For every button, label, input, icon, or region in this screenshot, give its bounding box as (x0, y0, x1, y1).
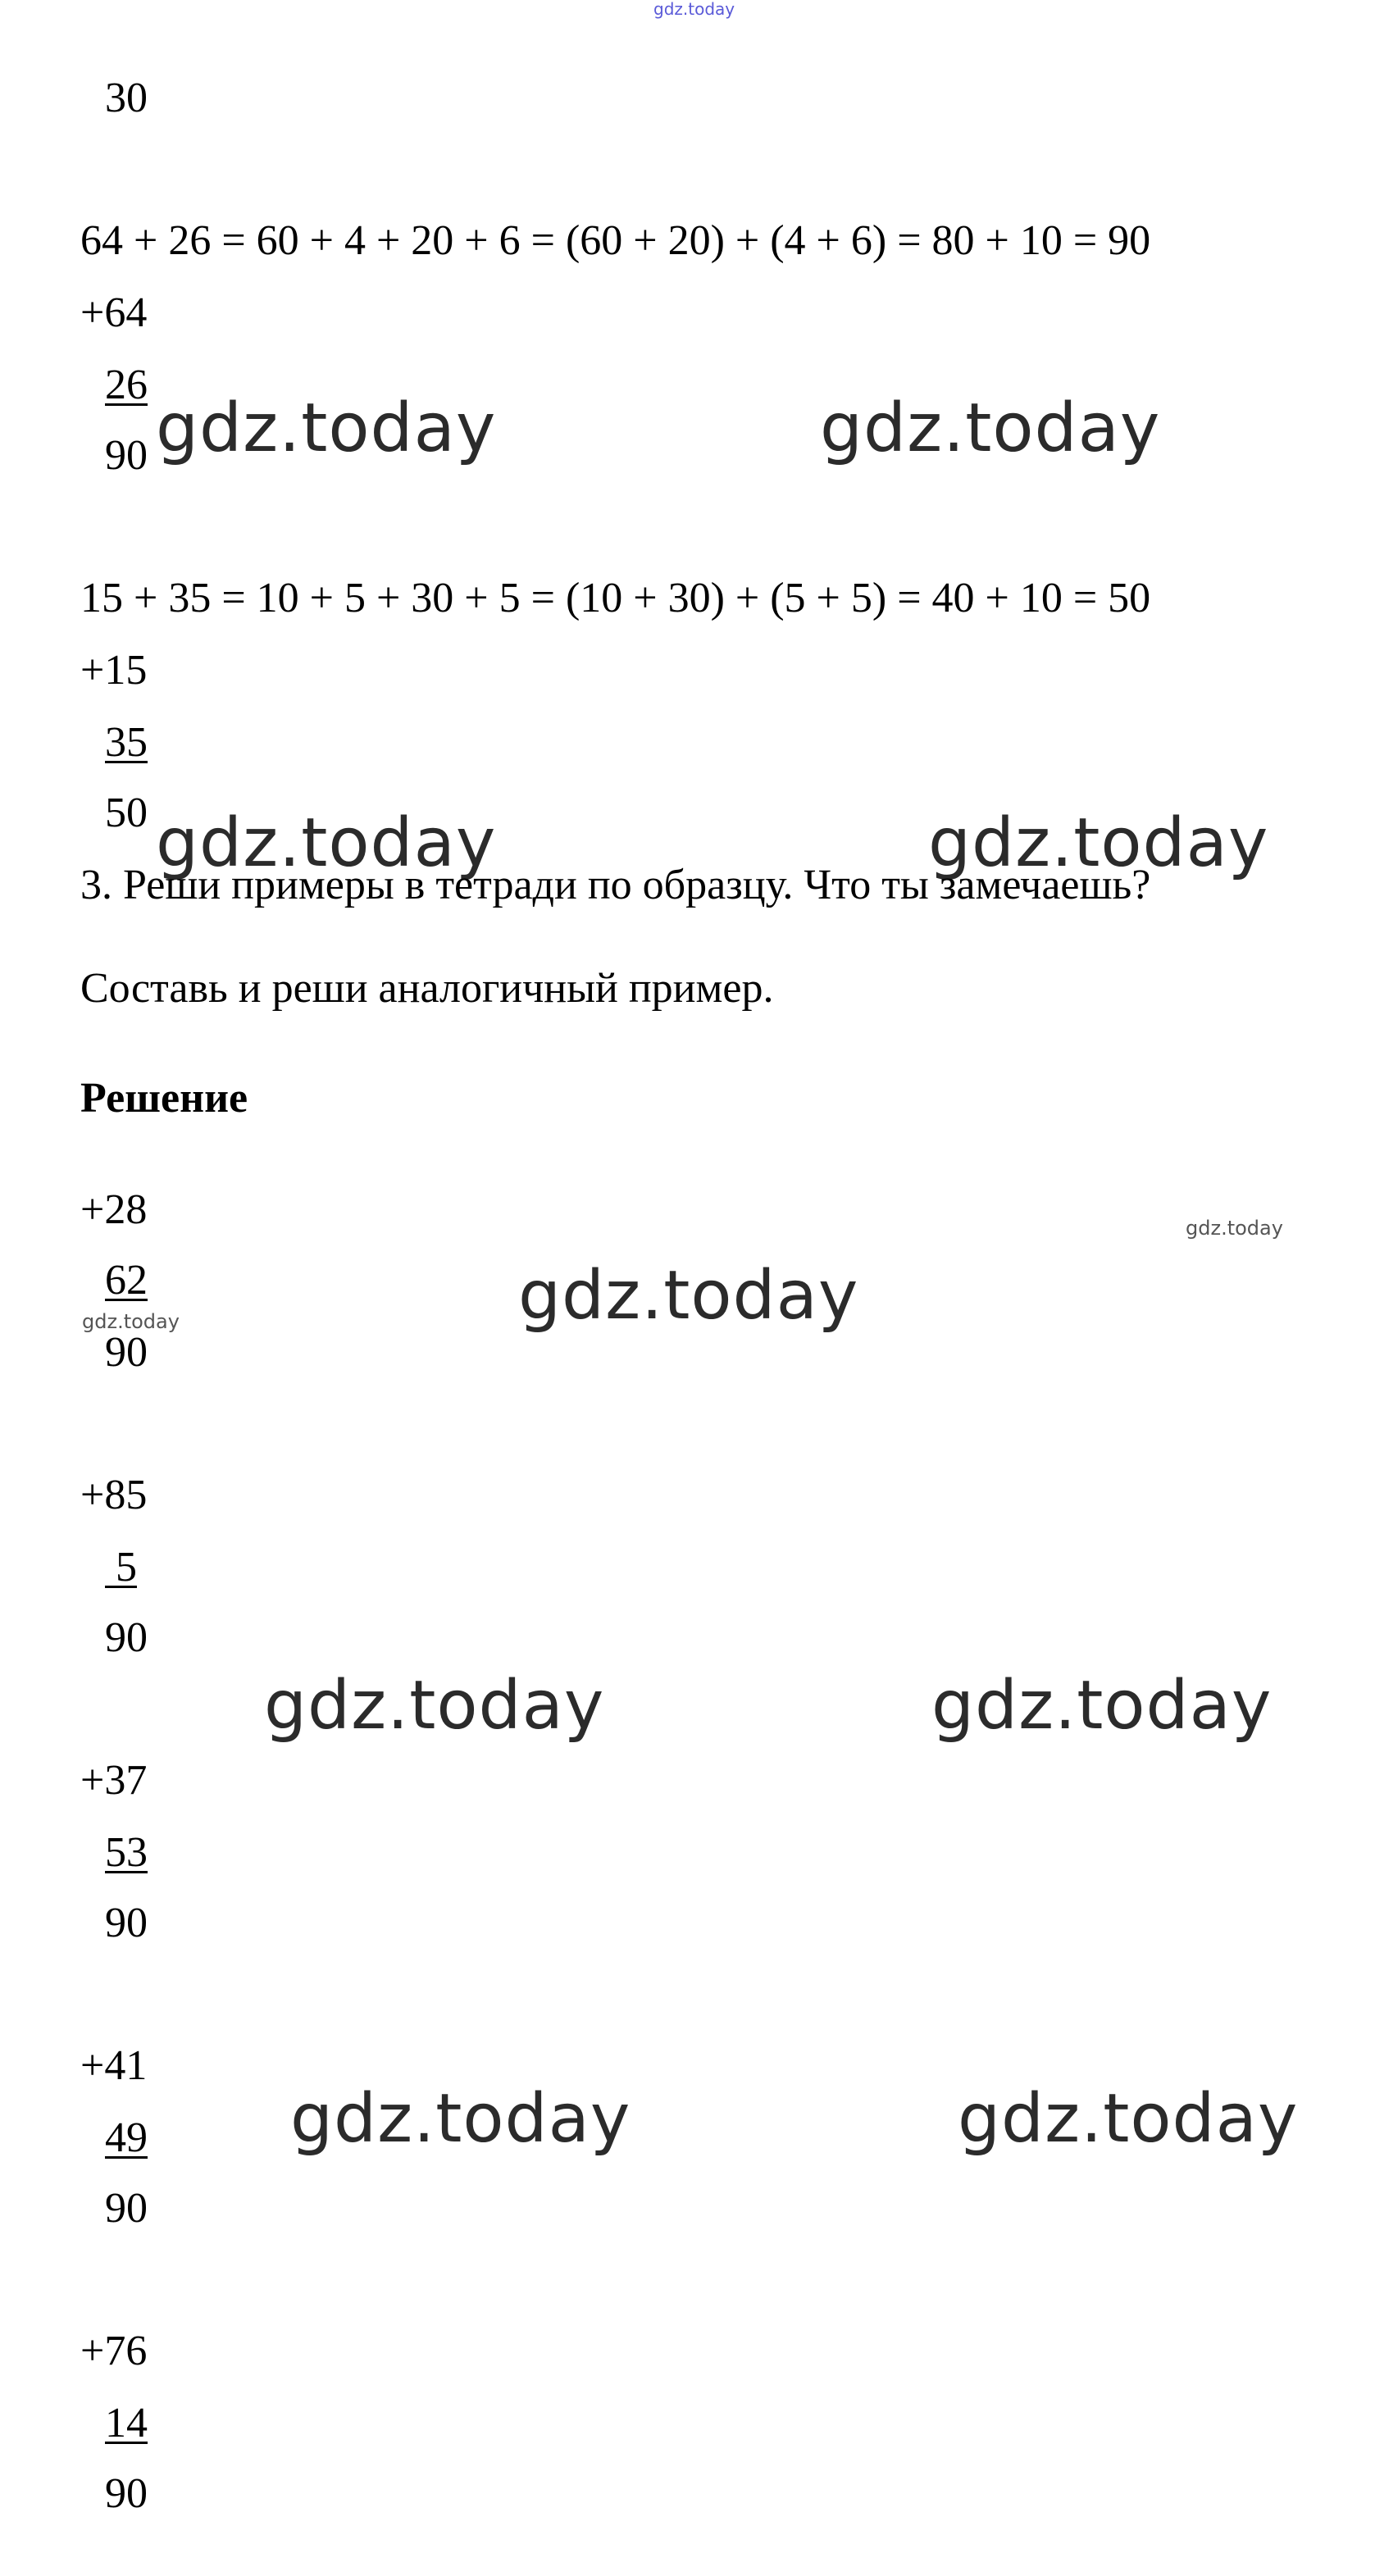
column5-top: +76 (80, 2328, 148, 2374)
column1-top: +28 (80, 1186, 148, 1233)
column5-result: 90 (105, 2470, 148, 2517)
column4-addend: 49 (105, 2114, 148, 2161)
watermark: gdz.today (518, 1257, 859, 1335)
column2-addend: 5 (105, 1544, 137, 1591)
column5-addend: 14 (105, 2400, 148, 2446)
watermark-small: gdz.today (1186, 1217, 1283, 1240)
example2-column-addend: 35 (105, 719, 148, 766)
task3-instruction: Составь и реши аналогичный пример. (80, 965, 774, 1012)
watermark-top: gdz.today (653, 0, 735, 19)
example2-column-top: +15 (80, 647, 148, 694)
watermark: gdz.today (290, 2080, 631, 2158)
column3-top: +37 (80, 1757, 148, 1804)
example2-column-result: 50 (105, 790, 148, 836)
column3-addend: 53 (105, 1829, 148, 1876)
example2-equation: 15 + 35 = 10 + 5 + 30 + 5 = (10 + 30) + (5 + 5) = 40 + 10 = 50 (80, 575, 1151, 621)
example1-column-result: 90 (105, 432, 148, 479)
watermark: gdz.today (264, 1667, 605, 1745)
example1-column-addend: 26 (105, 362, 148, 408)
column4-top: +41 (80, 2042, 148, 2089)
watermark: gdz.today (958, 2080, 1299, 2158)
watermark: gdz.today (156, 804, 497, 882)
column1-addend: 62 (105, 1257, 148, 1304)
watermark: gdz.today (156, 389, 497, 467)
solution-heading: Решение (80, 1075, 248, 1122)
example1-column-top: +64 (80, 289, 148, 336)
example1-equation: 64 + 26 = 60 + 4 + 20 + 6 = (60 + 20) + (4 + 6) = 80 + 10 = 90 (80, 217, 1151, 264)
column4-result: 90 (105, 2185, 148, 2232)
column3-result: 90 (105, 1900, 148, 1946)
task3-statement: 3. Реши примеры в тетради по образцу. Что ты замечаешь? (80, 862, 1151, 908)
watermark: gdz.today (820, 389, 1161, 467)
watermark-small: gdz.today (82, 1310, 180, 1333)
column2-result: 90 (105, 1614, 148, 1661)
previous-result: 30 (105, 75, 148, 121)
watermark: gdz.today (931, 1667, 1273, 1745)
watermark: gdz.today (928, 804, 1269, 882)
column1-result: 90 (105, 1329, 148, 1376)
column2-top: +85 (80, 1472, 148, 1518)
